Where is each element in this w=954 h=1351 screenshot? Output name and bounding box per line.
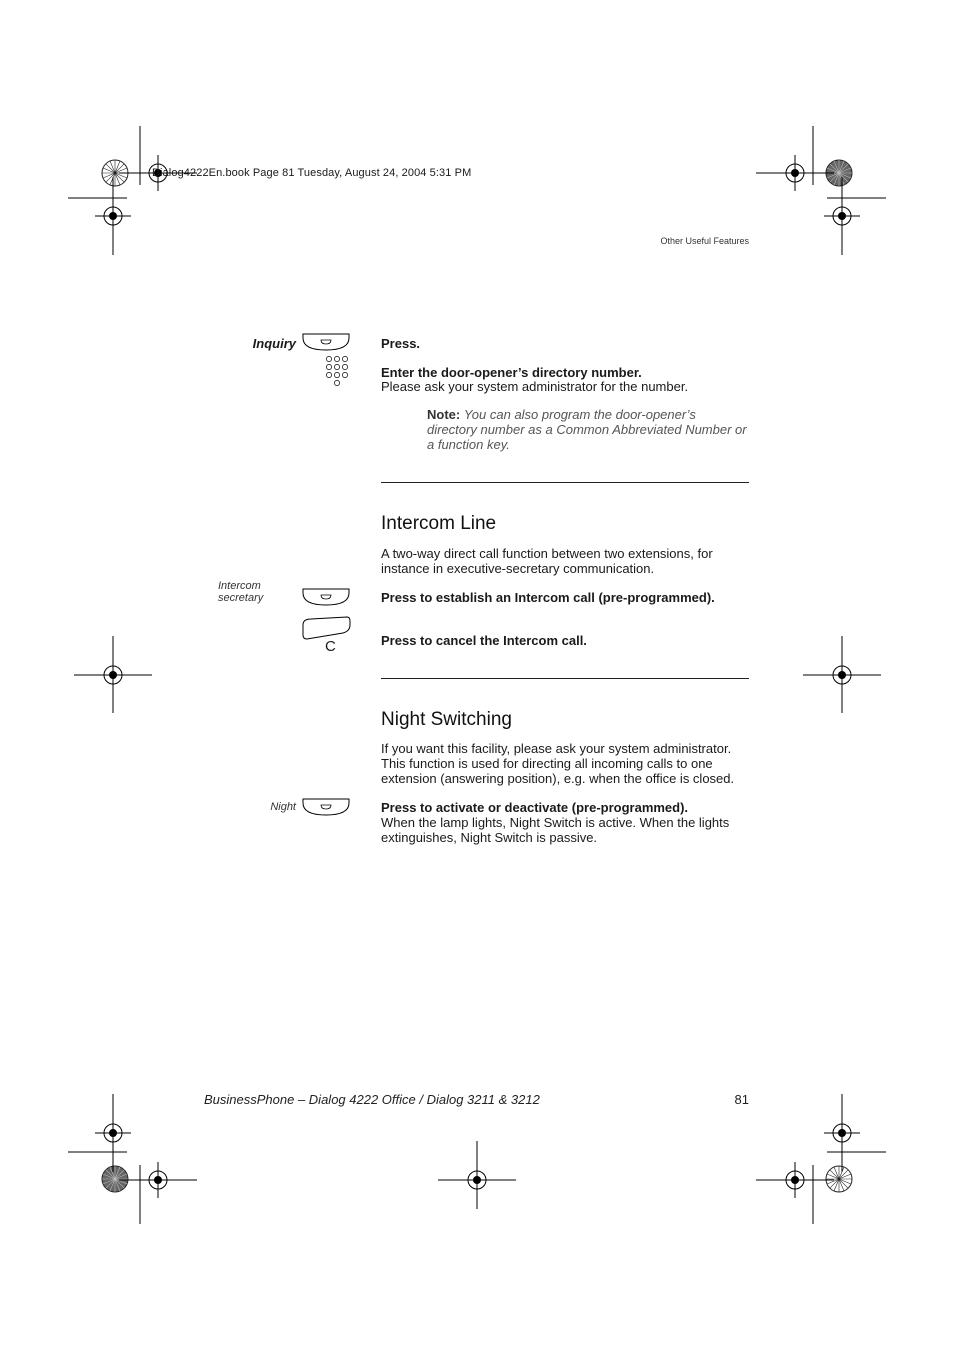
night-activate-detail: When the lamp lights, Night Switch is active. When the lights extinguishes, Night Switch is passive. (381, 815, 730, 845)
intercom-key-label-line2: secretary (218, 592, 264, 604)
print-info: Dialog4222En.book Page 81 Tuesday, August 24, 2004 5:31 PM (152, 167, 472, 179)
enter-number-detail: Please ask your system administrator for the number. (381, 379, 689, 394)
section-divider (381, 482, 749, 483)
footer-title: BusinessPhone – Dialog 4222 Office / Dialog 3211 & 3212 (204, 1092, 540, 1107)
note-text: You can also program the door-opener’s directory number as a Common Abbreviated Number or a function key. (427, 407, 747, 452)
intercom-establish: Press to establish an Intercom call (pre-programmed). (381, 590, 715, 605)
intercom-cancel: Press to cancel the Intercom call. (381, 633, 587, 648)
inquiry-key-icon (302, 332, 350, 352)
note (427, 407, 747, 452)
note-label: Note: (427, 407, 461, 422)
night-heading: Night Switching (381, 709, 512, 730)
page-number: 81 (734, 1092, 749, 1107)
clear-key-glyph: C (325, 638, 336, 655)
section-divider (381, 678, 749, 679)
inquiry-press: Press. (381, 336, 421, 351)
intercom-key-icon (302, 587, 350, 607)
night-key-label: Night (270, 801, 296, 813)
intercom-key-label-line1: Intercom (218, 580, 261, 592)
night-description: If you want this facility, please ask your system administrator. This function is used for directing all incoming calls to one extension (answering position), e.g. when the office is closed. (381, 741, 735, 786)
night-activate: Press to activate or deactivate (pre-programmed). (381, 800, 689, 815)
intercom-key-label (218, 580, 263, 604)
keypad-icon (325, 355, 349, 387)
running-header: Other Useful Features (660, 236, 749, 246)
night-key-icon (302, 797, 350, 817)
intercom-heading: Intercom Line (381, 513, 497, 534)
intercom-description: A two-way direct call function between two extensions, for instance in executive-secretary communication. (381, 546, 713, 576)
enter-number-instruction: Enter the door-opener’s directory number. (381, 365, 642, 380)
inquiry-key-label: Inquiry (252, 336, 296, 351)
